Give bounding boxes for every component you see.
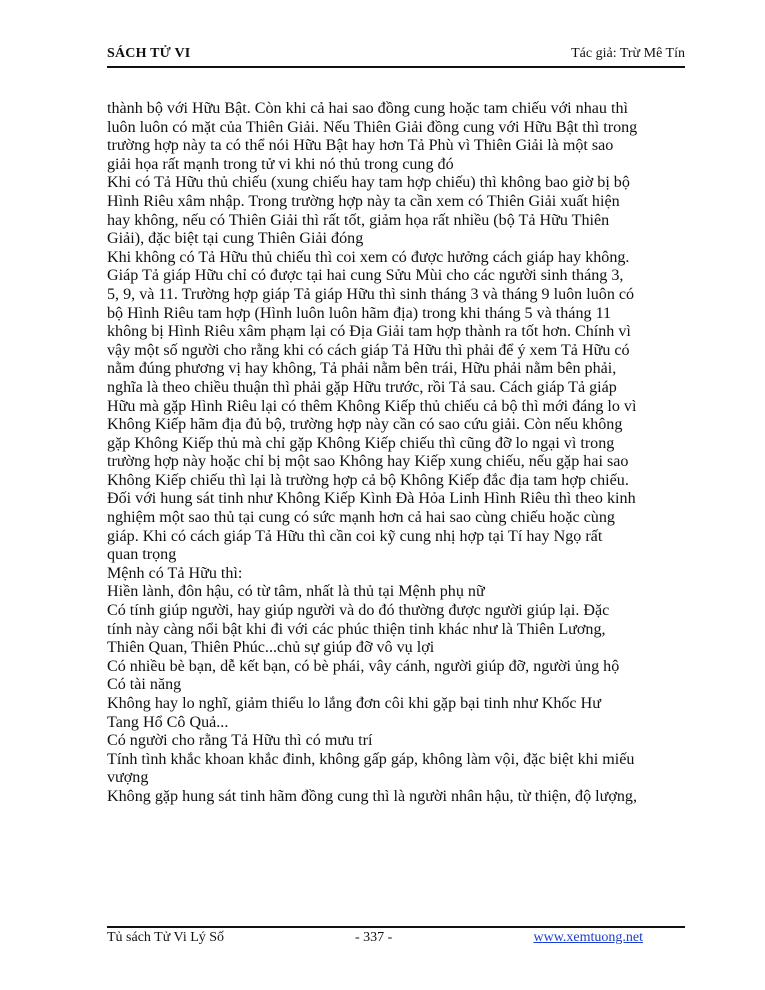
page-footer bbox=[107, 930, 685, 950]
text-line: trường hợp này hoặc chỉ bị một sao Không hay Kiếp xung chiếu, nếu gặp hai sao bbox=[107, 453, 629, 471]
page-header bbox=[107, 44, 685, 66]
footer-divider bbox=[107, 926, 685, 928]
header-divider bbox=[107, 66, 685, 68]
text-line: hay không, nếu có Thiên Giải thì rất tốt, giảm họa rất nhiều (bộ Tả Hữu Thiên bbox=[107, 211, 610, 229]
series-label: Tủ sách Tử Vi Lý Số bbox=[107, 930, 225, 945]
text-line: vượng bbox=[107, 769, 149, 787]
text-line: Hữu mà gặp Hình Riêu lại có thêm Không Kiếp thủ chiếu cả bộ thì mới đáng lo vì bbox=[107, 397, 637, 415]
text-line: bộ Hình Riêu tam hợp (Hình luôn luôn hãm địa) trong khi tháng 5 và tháng 11 bbox=[107, 304, 612, 322]
text-line: vậy một số người cho rằng khi có cách giáp Tả Hữu thì phải để ý xem Tả Hữu có bbox=[107, 341, 630, 359]
text-line: giải họa rất mạnh trong tử vi khi nó thủ trong cung đó bbox=[107, 155, 454, 173]
text-line: Hình Riêu xâm nhập. Trong trường hợp này ta cần xem có Thiên Giải xuất hiện bbox=[107, 192, 620, 210]
author-label: Tác giả: Trừ Mê Tín bbox=[571, 46, 685, 61]
text-line: quan trọng bbox=[107, 546, 177, 564]
text-line: Có tài năng bbox=[107, 676, 182, 694]
text-line: nghiệm một sao thủ tại cung có sức mạnh hơn cả hai sao cùng chiếu hoặc cùng bbox=[107, 509, 615, 527]
text-line: Thiên Quan, Thiên Phúc...chủ sự giúp đỡ vô vụ lợi bbox=[107, 639, 435, 657]
text-line: Giáp Tả giáp Hữu chỉ có được tại hai cung Sửu Mùi cho các người sinh tháng 3, bbox=[107, 267, 624, 285]
text-line: Tang Hổ Cô Quả... bbox=[107, 713, 229, 731]
text-line: Không gặp hung sát tinh hãm đồng cung thì là người nhân hậu, từ thiện, độ lượng, bbox=[107, 787, 637, 805]
text-line: Mệnh có Tả Hữu thì: bbox=[107, 564, 243, 582]
text-line: giáp. Khi có cách giáp Tả Hữu thì cần coi kỹ cung nhị hợp tại Tí hay Ngọ rất bbox=[107, 527, 603, 545]
text-line: 5, 9, và 11. Trường hợp giáp Tả giáp Hữu thì sinh tháng 3 và tháng 9 luôn luôn có bbox=[107, 285, 635, 303]
book-title: SÁCH TỬ VI bbox=[107, 46, 191, 61]
text-line: Không Kiếp hãm địa đủ bộ, trường hợp này cần có sao cứu giải. Còn nếu không bbox=[107, 416, 623, 434]
text-line: tính này càng nổi bật khi đi với các phúc thiện tinh khác như là Thiên Lương, bbox=[107, 620, 606, 638]
text-line: Khi không có Tả Hữu thủ chiếu thì coi xem có được hưởng cách giáp hay không. bbox=[107, 248, 630, 266]
text-line: Không hay lo nghĩ, giảm thiểu lo lắng đơn côi khi gặp bại tinh như Khốc Hư bbox=[107, 695, 601, 712]
text-line: Khi có Tả Hữu thủ chiếu (xung chiếu hay tam hợp chiếu) thì không bao giờ bị bộ bbox=[107, 174, 630, 192]
text-line: luôn luôn có mặt của Thiên Giải. Nếu Thiên Giải đồng cung với Hữu Bật thì trong bbox=[107, 118, 638, 136]
text-line: Tính tình khắc khoan khắc đinh, không gấp gáp, không làm vội, đặc biệt khi miếu bbox=[107, 750, 635, 768]
text-line: trường hợp này ta có thể nói Hữu Bật hay hơn Tả Phù vì Thiên Giải là một sao bbox=[107, 137, 614, 155]
website-link[interactable]: www.xemtuong.net bbox=[533, 930, 643, 945]
text-line: nằm đúng phương vị hay không, Tả phải nằm bên trái, Hữu phải nằm bên phải, bbox=[107, 360, 617, 378]
page-body bbox=[107, 100, 685, 807]
text-line: Giải), đặc biệt tại cung Thiên Giải đóng bbox=[107, 230, 364, 248]
text-line: Đối với hung sát tinh như Không Kiếp Kình Đà Hỏa Linh Hình Riêu thì theo kinh bbox=[107, 490, 636, 508]
text-line: Hiền lành, đôn hậu, có từ tâm, nhất là thủ tại Mệnh phụ nữ bbox=[107, 583, 485, 601]
text-line: Không Kiếp chiếu thì lại là trường hợp cả bộ Không Kiếp đắc địa tam hợp chiếu. bbox=[107, 471, 629, 489]
text-line: nghĩa là theo chiều thuận thì phải gặp Hữu trước, rồi Tả sau. Cách giáp Tả giáp bbox=[107, 378, 617, 396]
text-line: gặp Không Kiếp thủ mà chỉ gặp Không Kiếp chiếu thì cũng đỡ lo ngại vì trong bbox=[107, 434, 615, 452]
page-number: - 337 - bbox=[355, 930, 393, 945]
text-line: Có tính giúp người, hay giúp người và do đó thường được người giúp lại. Đặc bbox=[107, 602, 610, 620]
text-line: Có người cho rằng Tả Hữu thì có mưu trí bbox=[107, 732, 373, 750]
text-line: Có nhiều bè bạn, dễ kết bạn, có bè phái, vây cánh, người giúp đỡ, người ủng hộ bbox=[107, 657, 620, 675]
text-line: không bị Hình Riêu xâm phạm lại có Địa Giải tam hợp thành ra tốt hơn. Chính vì bbox=[107, 323, 631, 341]
text-line: thành bộ với Hữu Bật. Còn khi cả hai sao đồng cung hoặc tam chiếu với nhau thì bbox=[107, 100, 628, 117]
